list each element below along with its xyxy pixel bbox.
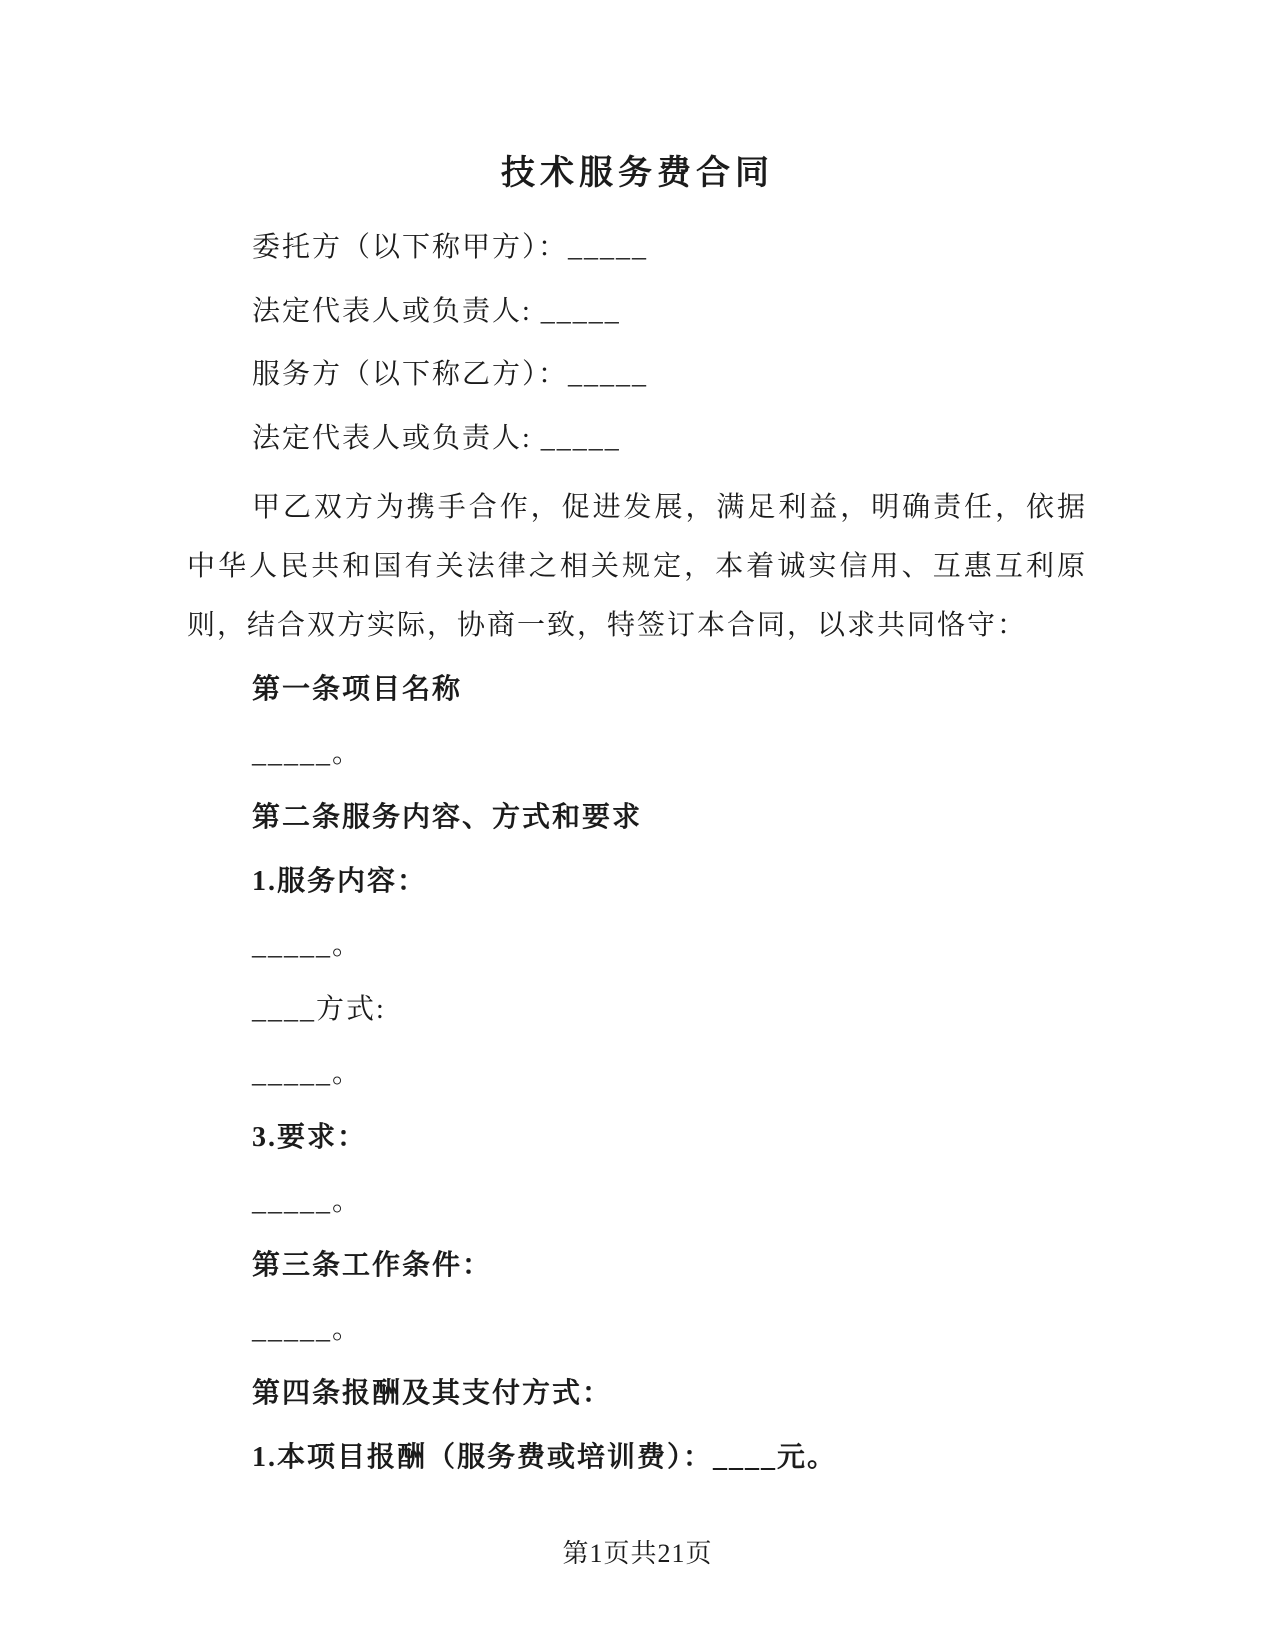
item-2-service-method: ____方式:: [252, 994, 386, 1025]
blank-fill-line: _____。: [252, 1058, 363, 1089]
item-1-project-remuneration: 1.本项目报酬（服务费或培训费）：____元。: [252, 1442, 838, 1473]
document-title: 技术服务费合同: [501, 155, 774, 192]
item-1-service-content: 1.服务内容：: [252, 866, 428, 897]
clause-1-heading-project-name: 第一条项目名称: [252, 674, 463, 705]
clause-4-heading-remuneration: 第四条报酬及其支付方式：: [252, 1378, 613, 1409]
item-3-requirements: 3.要求：: [252, 1122, 368, 1153]
blank-fill-line: _____。: [252, 738, 363, 769]
field-service-party-b: 服务方（以下称乙方）：_____: [252, 359, 649, 390]
document-body: [187, 216, 1087, 1490]
field-legal-representative-b: 法定代表人或负责人: _____: [252, 422, 621, 454]
field-committent-party-a: 委托方（以下称甲方）：_____: [252, 232, 649, 263]
clause-2-heading-service-content: 第二条服务内容、方式和要求: [252, 802, 643, 833]
blank-fill-line: _____。: [252, 930, 363, 961]
field-legal-representative-a: 法定代表人或负责人: _____: [252, 295, 621, 327]
preamble-paragraph: 甲乙双方为携手合作，促进发展，满足利益，明确责任，依据中华人民共和国有关法律之相关规定，本着诚实信用、互惠互利原则，结合双方实际，协商一致，特签订本合同，以求共同恪守：: [187, 492, 1087, 641]
blank-fill-line: _____。: [252, 1314, 363, 1345]
blank-fill-line: _____。: [252, 1186, 363, 1217]
clauses-section: [187, 658, 1087, 1490]
party-fields: [187, 216, 1087, 470]
clause-3-heading-work-conditions: 第三条工作条件：: [252, 1250, 493, 1281]
page-number-footer: 第1页共21页: [562, 1539, 713, 1568]
